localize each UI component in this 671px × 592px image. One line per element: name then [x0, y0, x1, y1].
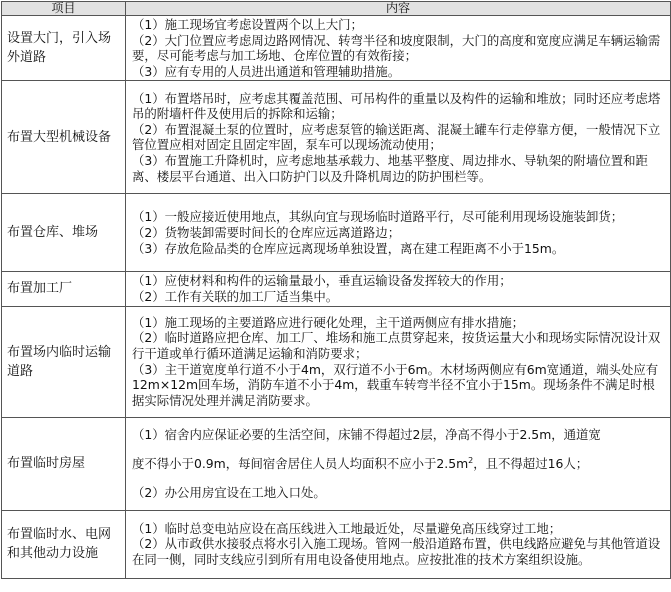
- content-text: ，且不得超过16人；: [473, 456, 589, 472]
- content-line: （3）应有专用的人员进出通道和管理辅助措施。: [132, 63, 401, 79]
- row-item-warehouse: 布置仓库、堆场: [2, 194, 126, 272]
- table-row: [2, 16, 671, 81]
- content-line: （2）工作有关联的加工厂适当集中。: [132, 288, 339, 304]
- content-text: 度不得小于0.9m，每间宿舍居住人员人均面积不应小于2.5m: [132, 456, 469, 472]
- row-item-workshop: 布置加工厂: [2, 272, 126, 306]
- content-line: （2）从市政供水接驳点将水引入施工现场。管网一般沿道路布置，供电线路应避免与其他管道设在同一侧，同时支线应引到所有用电设备使用地点。应按批准的技术方案组织设施。: [132, 536, 661, 567]
- table-row: [2, 81, 671, 194]
- header-content: 内容: [126, 2, 671, 16]
- content-line: （2）货物装卸需要时间长的仓库应远离道路边；: [132, 225, 401, 241]
- content-line: （2）布置混凝土泵的位置时，应考虑泵管的输送距离、混凝土罐车行走停靠方便，一般情况下立管位置应相对固定且固定牢固，泵车可以现场流动使用；: [132, 121, 661, 153]
- content-line: （1）应使材料和构件的运输量最小，垂直运输设备发挥较大的作用；: [132, 273, 512, 289]
- row-item-gate: 设置大门，引入场外道路: [2, 16, 126, 81]
- site-layout-table: [1, 1, 671, 579]
- table-header-row: [2, 2, 671, 16]
- table-row: [2, 272, 671, 306]
- content-line: （2）大门位置应考虑周边路网情况、转弯半径和坡度限制，大门的高度和宽度应满足车辆运输需要，尽可能考虑与加工场地、仓库位置的有效衔接；: [132, 32, 661, 64]
- row-content-housing: [126, 417, 671, 510]
- content-line: （1）布置塔吊时，应考虑其覆盖范围、可吊构件的重量以及构件的运输和堆放；同时还应考虑塔吊的附墙杆件及使用后的拆除和运输；: [132, 90, 661, 122]
- row-item-utilities: 布置临时水、电网和其他动力设施: [2, 510, 126, 578]
- content-line: （3）主干道宽度单行道不小于4m，双行道不小于6m。木材场两侧应有6m宽通道，端头处应有12m×12m回车场，消防车道不小于4m，载重车转弯半径不宜小于15m。现场条件不满足时根据实际情况处理并满足消防要求。: [132, 361, 659, 408]
- content-line: [132, 449, 666, 478]
- content-line: （1）施工现场的主要道路应进行硬化处理，主干道两侧应有排水措施；: [132, 314, 524, 330]
- row-content-utilities: [126, 510, 671, 578]
- content-line: （1）施工现场宜考虑设置两个以上大门；: [132, 17, 363, 32]
- row-item-machinery: 布置大型机械设备: [2, 81, 126, 194]
- content-line: （1）一般应接近使用地点，其纵向宜与现场临时道路平行，尽可能利用现场设施装卸货；: [132, 209, 624, 225]
- row-content-machinery: [126, 81, 671, 194]
- table-row: [2, 417, 671, 510]
- row-content-gate: [126, 16, 671, 81]
- superscript: 2: [468, 455, 474, 465]
- header-item: 项目: [2, 2, 126, 16]
- row-item-housing: 布置临时房屋: [2, 417, 126, 510]
- row-content-warehouse: [126, 194, 671, 272]
- content-line: （1）临时总变电站应设在高压线进入工地最近处，尽量避免高压线穿过工地；: [132, 520, 562, 536]
- content-line: （1）宿舍内应保证必要的生活空间，床铺不得超过2层，净高不得小于2.5m，通道宽: [132, 427, 601, 443]
- row-content-roads: [126, 306, 671, 417]
- content-line: （2）办公用房宜设在工地入口处。: [132, 485, 326, 501]
- table-row: [2, 194, 671, 272]
- table-row: [2, 510, 671, 578]
- table-row: [2, 306, 671, 417]
- content-line: （3）布置施工升降机时，应考虑地基承载力、地基平整度、周边排水、导轨架的附墙位置和距离、楼层平台通道、出入口防护门以及升降机周边的防护围栏等。: [132, 152, 648, 184]
- row-content-workshop: [126, 272, 671, 306]
- row-item-roads: 布置场内临时运输道路: [2, 306, 126, 417]
- content-line: （3）存放危险品类的仓库应远离现场单独设置，离在建工程距离不小于15m。: [132, 240, 565, 256]
- content-line: （2）临时道路应把仓库、加工厂、堆场和施工点贯穿起来，按货运量大小和现场实际情况设计双行干道或单行循环道满足运输和消防要求；: [132, 330, 661, 361]
